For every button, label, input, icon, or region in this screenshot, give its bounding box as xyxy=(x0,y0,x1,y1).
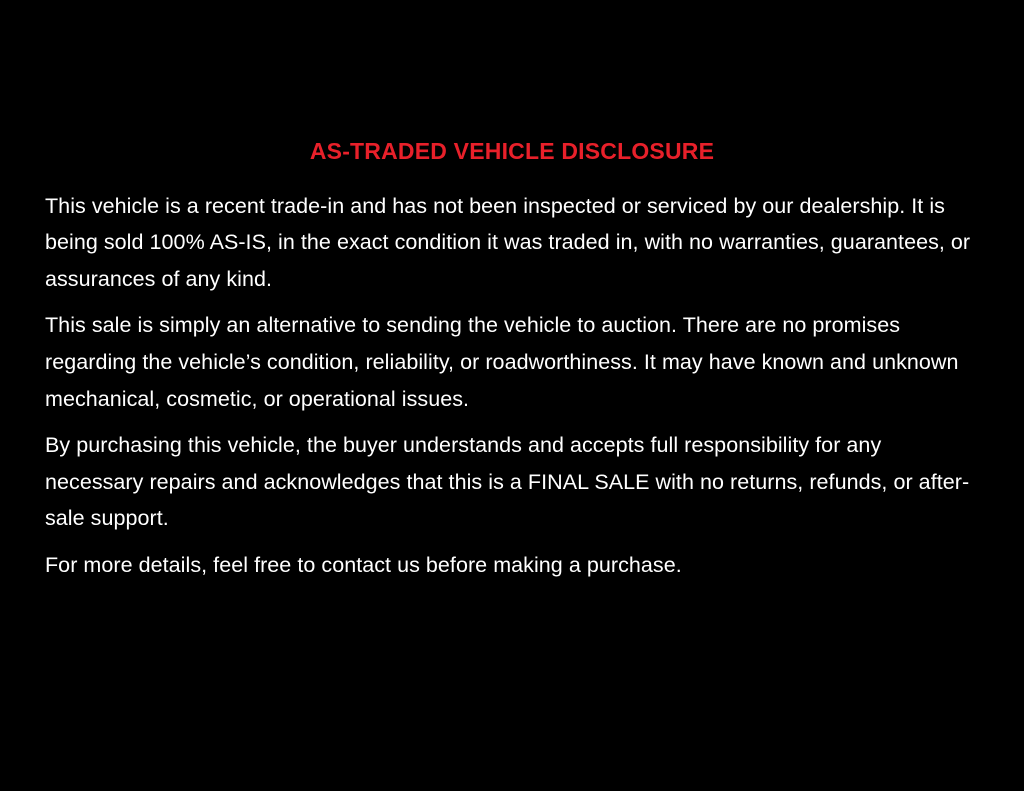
paragraph-buyer-responsibility: By purchasing this vehicle, the buyer understands and accepts full responsibility for any necessary repairs and acknowledges that this is a FINAL SALE with no returns, refunds, or after-sale support. xyxy=(45,433,970,531)
paragraph-auction-alternative: This sale is simply an alternative to sending the vehicle to auction. There are no promises regarding the vehicle’s condition, reliability, or roadworthiness. It may have known and unknown mechanical, cosmetic, or operational issues. xyxy=(45,313,959,411)
page-title: AS-TRADED VEHICLE DISCLOSURE xyxy=(309,138,715,164)
paragraph-contact-us: For more details, feel free to contact us before making a purchase. xyxy=(45,552,682,577)
paragraph-as-is-condition: This vehicle is a recent trade-in and has not been inspected or serviced by our dealership. It is being sold 100% AS-IS, in the exact condition it was traded in, with no warranties, guarantees, or assurances of any kind. xyxy=(45,193,971,291)
disclosure-content xyxy=(45,138,979,584)
